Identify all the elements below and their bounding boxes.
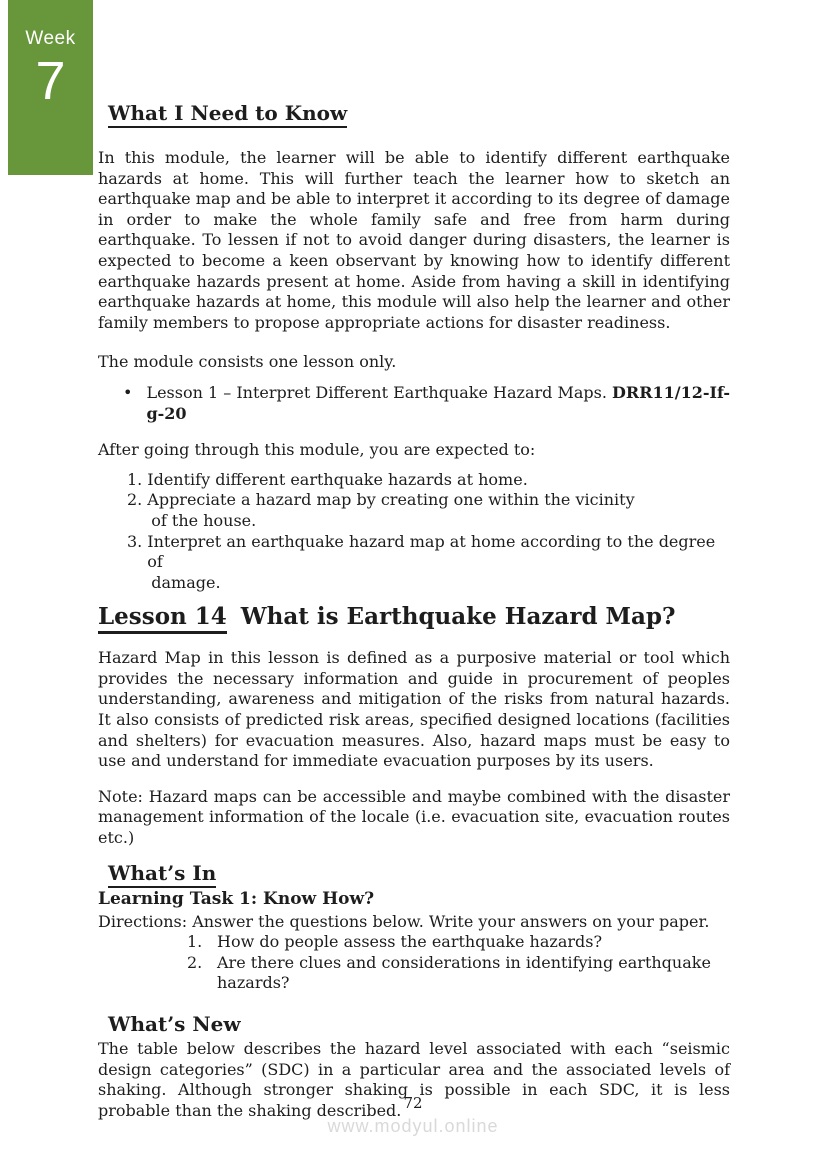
lesson-title: What is Earthquake Hazard Map? (240, 603, 676, 631)
lesson-heading (98, 604, 730, 629)
questions-list (98, 932, 730, 994)
page-content (98, 0, 730, 1121)
question-number: 2. (187, 952, 203, 972)
lesson-note: Note: Hazard maps can be accessible and maybe combined with the disaster management information of the locale (i.e. evacuation site, evacuation routes etc.) (98, 786, 730, 848)
objective-text: Interpret an earthquake hazard map at home according to the degree of (147, 531, 716, 572)
question-text: Are there clues and considerations in identifying earthquake (217, 952, 711, 972)
lesson-bullet-text: Lesson 1 – Interpret Different Earthquake Hazard Maps. (146, 382, 607, 402)
lesson-bullet-row (98, 383, 730, 424)
objective-number: 2. (127, 490, 143, 510)
directions-text: Directions: Answer the questions below. Write your answers on your paper. (98, 911, 710, 931)
question-item-2 (187, 953, 730, 994)
heading-what-i-need-to-know (98, 101, 730, 125)
objective-text: Appreciate a hazard map by creating one within the vicinity (147, 490, 635, 510)
lesson-label: Lesson 14 (98, 603, 227, 634)
intro-paragraph: In this module, the learner will be able to identify different earthquake hazards at home. This will further teach the learner how to sketch an earthquake map and be able to interpret it according to its degree of damage in order to make the whole family safe and free from harm during earthquake. To lessen if not to avoid danger during disasters, the learner is expected to become a keen observant by knowing how to identify different earthquake hazards present at home. Aside from having a skill in identifying earthquake hazards at home, this module will also help the learner and other family members to propose appropriate actions for disaster readiness. (98, 148, 730, 332)
question-body (217, 953, 730, 994)
question-item-1 (187, 932, 730, 953)
week-label: Week (25, 28, 76, 49)
module-note: The module consists one lesson only. (98, 352, 397, 372)
week-banner (8, 0, 93, 175)
lesson-bullet-code: DRR11/12-If-g-20 (146, 382, 730, 423)
objective-item-1 (127, 470, 730, 491)
learning-task-title: Learning Task 1: Know How? (98, 888, 375, 909)
heading-whats-new: What’s New (108, 1012, 241, 1036)
question-text: How do people assess the earthquake hazards? (217, 932, 603, 952)
heading-what-i-need-to-know-text: What I Need to Know (108, 101, 347, 128)
question-body (217, 932, 730, 953)
whats-new-paragraph: The table below describes the hazard level associated with each “seismic design categories” (SDC) in a particular area and the associated levels of shaking. Although stronger shaking is possible in each SDC, it is less probable than the shaking described. (98, 1039, 730, 1120)
objective-text-cont: of the house. (151, 510, 257, 530)
bullet-icon: • (123, 382, 133, 402)
objective-number: 3. (127, 531, 143, 551)
page-number: 72 (403, 1094, 423, 1112)
question-number: 1. (187, 932, 203, 952)
watermark: www.modyul.online (327, 1116, 499, 1136)
lesson-paragraph: Hazard Map in this lesson is defined as a purposive material or tool which provides the necessary information and guide in procurement of peoples understanding, awareness and mitigation of the risks from natural hazards. It also consists of predicted risk areas, specified designed locations (facilities and shelters) for evacuation measures. Also, hazard maps must be easy to use and understand for immediate evacuation purposes by its users. (98, 648, 730, 771)
objective-number: 1. (127, 469, 143, 489)
question-text-cont: hazards? (217, 973, 290, 993)
week-number: 7 (35, 51, 66, 111)
objective-body (147, 532, 730, 594)
objective-body (147, 490, 730, 531)
objective-text: Identify different earthquake hazards at home. (147, 469, 528, 489)
heading-whats-in (98, 861, 730, 885)
page-footer (0, 1094, 826, 1137)
lesson-bullet (146, 383, 730, 424)
objective-text-cont: damage. (151, 572, 221, 592)
objectives-list (98, 470, 730, 594)
heading-whats-in-text: What’s In (108, 861, 216, 888)
objective-body (147, 470, 730, 491)
objective-item-3 (127, 532, 730, 594)
objective-item-2 (127, 490, 730, 531)
expectations-intro: After going through this module, you are expected to: (98, 440, 536, 460)
